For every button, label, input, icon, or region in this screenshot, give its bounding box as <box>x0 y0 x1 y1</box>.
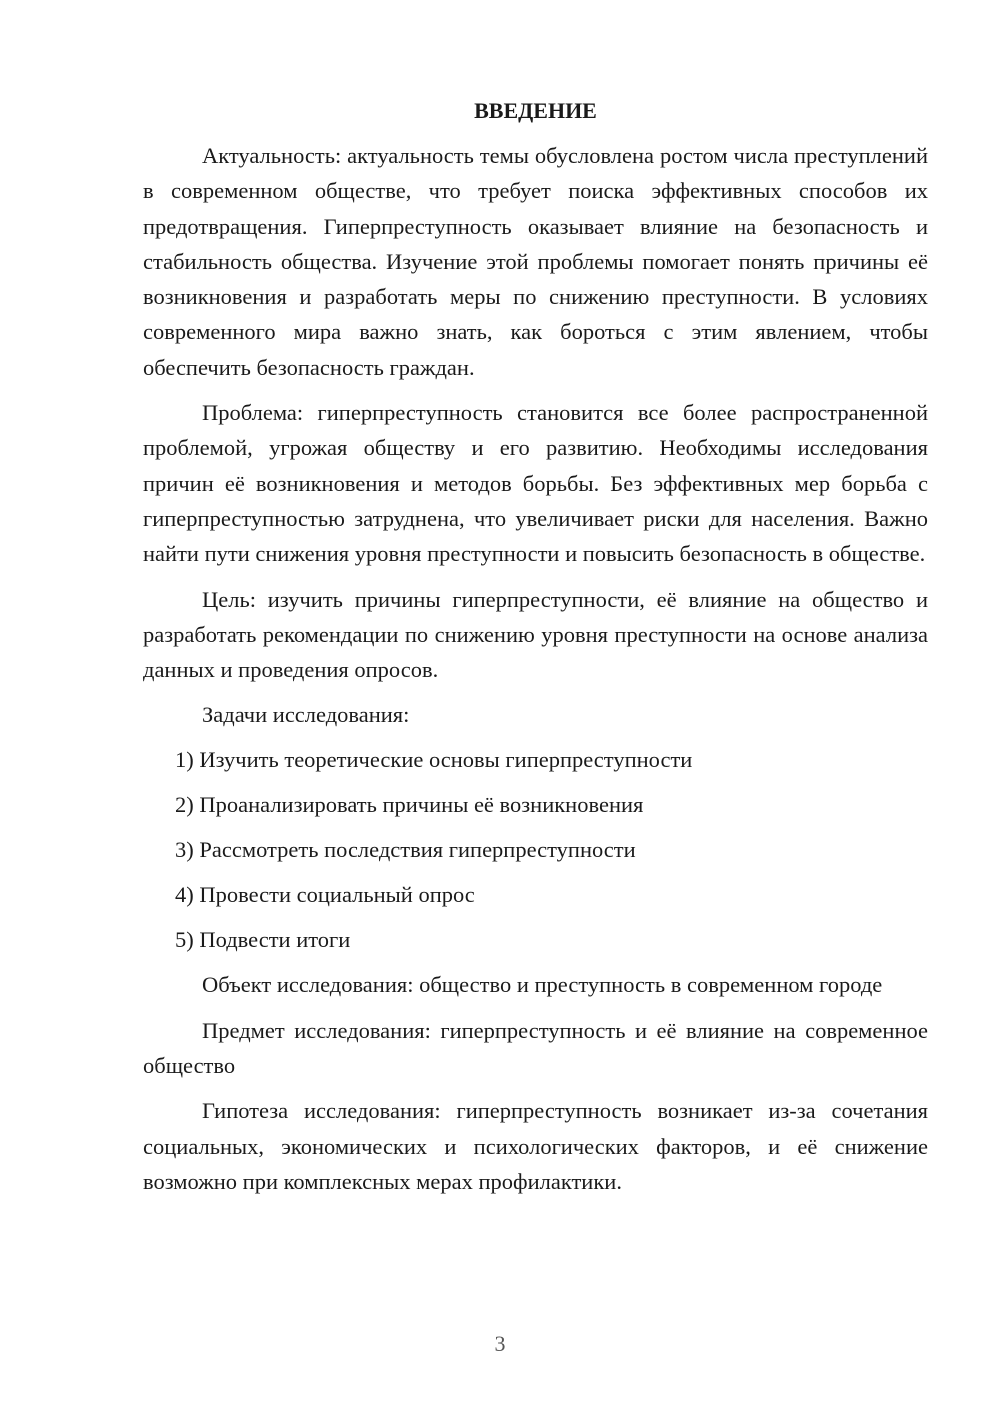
paragraph-subject: Предмет исследования: гиперпреступность и её влияние на современное общество <box>143 1017 928 1079</box>
tasks-heading: Задачи исследования: <box>202 702 410 728</box>
list-item: 1) Изучить теоретические основы гиперпреступности <box>175 747 693 773</box>
page-number: 3 <box>494 1331 506 1356</box>
list-item: 3) Рассмотреть последствия гиперпреступности <box>175 837 636 863</box>
document-page <box>143 94 928 1199</box>
paragraph-object: Объект исследования: общество и преступность в современном городе <box>202 972 883 998</box>
list-item: 4) Провести социальный опрос <box>175 882 475 908</box>
paragraph-goal: Цель: изучить причины гиперпреступности, её влияние на общество и разработать рекомендации по снижению уровня преступности на основе анализа данных и проведения опросов. <box>143 586 928 683</box>
list-item: 2) Проанализировать причины её возникновения <box>175 792 644 818</box>
paragraph-problem: Проблема: гиперпреступность становится все более распространенной проблемой, угрожая обществу и его развитию. Необходимы исследования причин её возникновения и методов борьбы. Без эффективных мер борьба с гиперпреступностью затруднена, что увеличивает риски для населения. Важно найти пути снижения уровня преступности и повысить безопасность в обществе. <box>143 400 928 567</box>
paragraph-relevance: Актуальность: актуальность темы обусловлена ростом числа преступлений в современном обществе, что требует поиска эффективных способов их предотвращения. Гиперпреступность оказывает влияние на безопасность и стабильность общества. Изучение этой проблемы помогает понять причины её возникновения и разработать меры по снижению преступности. В условиях современного мира важно знать, как бороться с этим явлением, чтобы обеспечить безопасность граждан. <box>143 143 928 380</box>
paragraph-hypothesis: Гипотеза исследования: гиперпреступность возникает из-за сочетания социальных, экономических и психологических факторов, и её снижение возможно при комплексных мерах профилактики. <box>143 1098 928 1194</box>
page-title: ВВЕДЕНИЕ <box>474 98 597 123</box>
tasks-list <box>143 742 928 957</box>
list-item: 5) Подвести итоги <box>175 927 351 953</box>
